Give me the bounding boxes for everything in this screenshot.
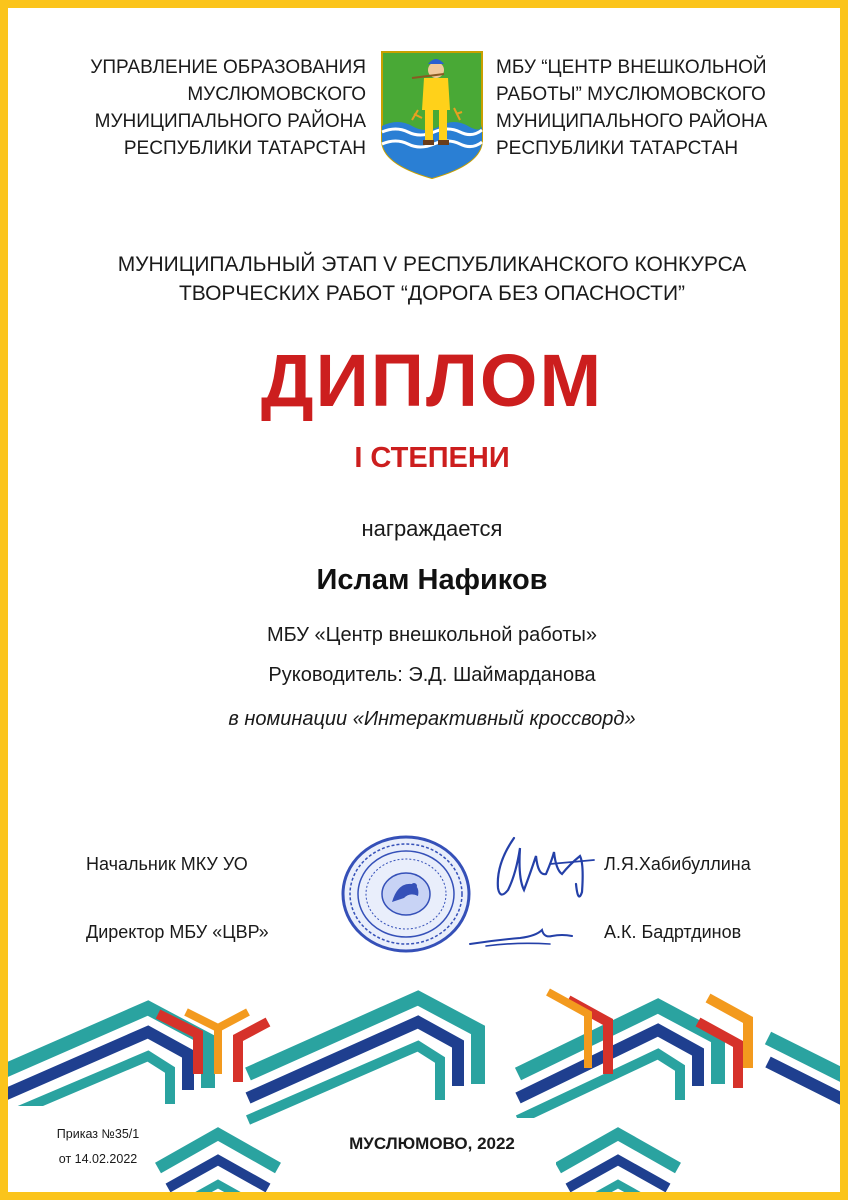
left-org-line: РЕСПУБЛИКИ ТАТАРСТАН	[123, 138, 366, 159]
right-org-line: РАБОТЫ” МУСЛЮМОВСКОГО	[496, 84, 766, 105]
signer-position-1: Начальник МКУ УО	[86, 854, 248, 874]
left-org-line: МУНИЦИПАЛЬНОГО РАЙОНА	[94, 111, 366, 132]
contest-title	[48, 250, 816, 308]
signer-position-2: Директор МБУ «ЦВР»	[86, 922, 269, 942]
nomination-text: в номинации «Интерактивный кроссворд»	[228, 708, 636, 730]
signer-name-2: А.К. Бадртдинов	[604, 922, 742, 942]
order-date: от 14.02.2022	[58, 1152, 138, 1166]
contest-line: МУНИЦИПАЛЬНЫЙ ЭТАП V РЕСПУБЛИКАНСКОГО КОНКУРСА	[117, 253, 747, 276]
coat-of-arms-icon	[378, 48, 486, 180]
diploma-degree: I СТЕПЕНИ	[354, 442, 510, 474]
official-seal-icon	[340, 834, 472, 954]
signature-1	[490, 834, 600, 906]
order-number: Приказ №35/1	[56, 1127, 140, 1141]
right-org-line: МУНИЦИПАЛЬНОГО РАЙОНА	[496, 111, 768, 132]
institution-text: МБУ «Центр внешкольной работы»	[266, 624, 598, 646]
signature-2	[466, 922, 576, 950]
issuer-right-org	[496, 54, 816, 162]
left-org-line: УПРАВЛЕНИЕ ОБРАЗОВАНИЯ	[90, 57, 366, 78]
right-org-line: МБУ “ЦЕНТР ВНЕШКОЛЬНОЙ	[496, 57, 767, 78]
supervisor-text: Руководитель: Э.Д. Шаймарданова	[268, 664, 596, 686]
right-org-line: РЕСПУБЛИКИ ТАТАРСТАН	[496, 138, 739, 159]
diploma-heading: ДИПЛОМ	[260, 339, 604, 422]
contest-line: ТВОРЧЕСКИХ РАБОТ “ДОРОГА БЕЗ ОПАСНОСТИ”	[178, 282, 686, 305]
awarded-text: награждается	[361, 516, 503, 541]
decorative-ornament	[8, 978, 848, 1200]
signer-name-1: Л.Я.Хабибуллина	[604, 854, 751, 874]
recipient-name: Ислам Нафиков	[316, 564, 548, 596]
left-org-line: МУСЛЮМОВСКОГО	[187, 84, 366, 105]
city-year: МУСЛЮМОВО, 2022	[349, 1134, 515, 1153]
issuer-left-org	[48, 54, 366, 162]
